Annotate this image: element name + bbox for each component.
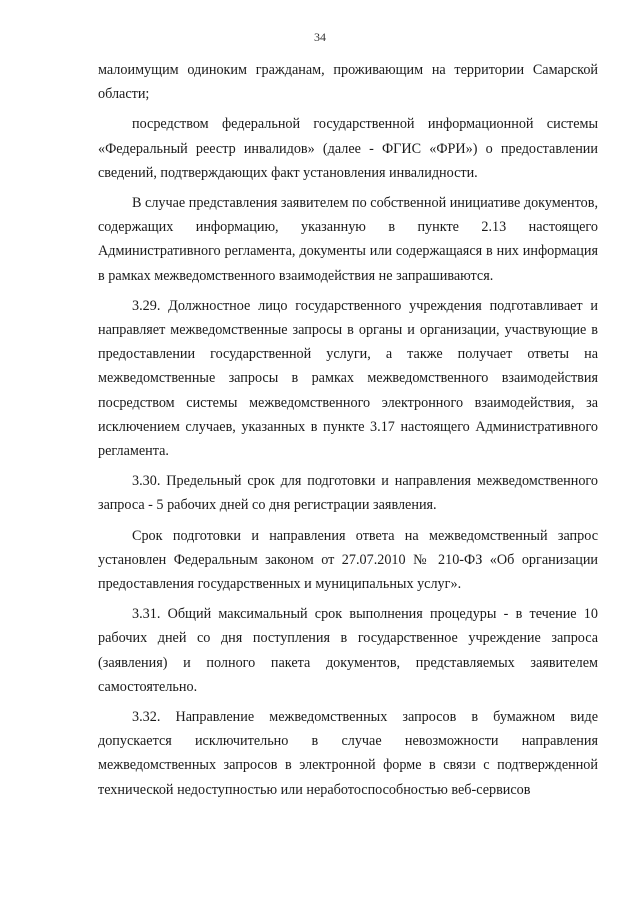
paragraph-4: 3.29. Должностное лицо государственного учреждения подготавливает и направляет межведомственные запросы в органы и организации, участвующие в предоставлении государственной услуги, а также получает ответы на межведомственные запросы в рамках межведомственного взаимодействия посредством системы межведомственного электронного взаимодействия, за исключением случаев, указанных в пункте 3.17 настоящего Административного регламента.	[98, 297, 598, 460]
paragraph-3: В случае представления заявителем по собственной инициативе документов, содержащих информацию, указанную в пункте 2.13 настоящего Административного регламента, документы или содержащаяся в них информация в рамках межведомственного взаимодействия не запрашиваются.	[98, 195, 598, 284]
paragraph-6: Срок подготовки и направления ответа на межведомственный запрос установлен Федеральным законом от 27.07.2010 № 210-ФЗ «Об организации предоставления государственных и муниципальных услуг».	[98, 527, 598, 593]
paragraph-5: 3.30. Предельный срок для подготовки и направления межведомственного запроса - 5 рабочих дней со дня регистрации заявления.	[98, 473, 598, 514]
paragraph-7: 3.31. Общий максимальный срок выполнения процедуры - в течение 10 рабочих дней со дня поступления в государственное учреждение запроса (заявления) и полного пакета документов, представляемых заявителем самостоятельно.	[98, 606, 598, 695]
paragraph-1: малоимущим одиноким гражданам, проживающим на территории Самарской области;	[98, 62, 598, 103]
document-body	[98, 58, 598, 808]
paragraph-8: 3.32. Направление межведомственных запросов в бумажном виде допускается исключительно в случае невозможности направления межведомственных запросов в электронной форме в связи с подтвержденной технической недоступностью или неработоспособностью веб-сервисов	[98, 709, 598, 798]
paragraph-2: посредством федеральной государственной информационной системы «Федеральный реестр инвалидов» (далее - ФГИС «ФРИ») о предоставлении сведений, подтверждающих факт установления инвалидности.	[98, 116, 598, 181]
page-number: 34	[314, 30, 326, 44]
